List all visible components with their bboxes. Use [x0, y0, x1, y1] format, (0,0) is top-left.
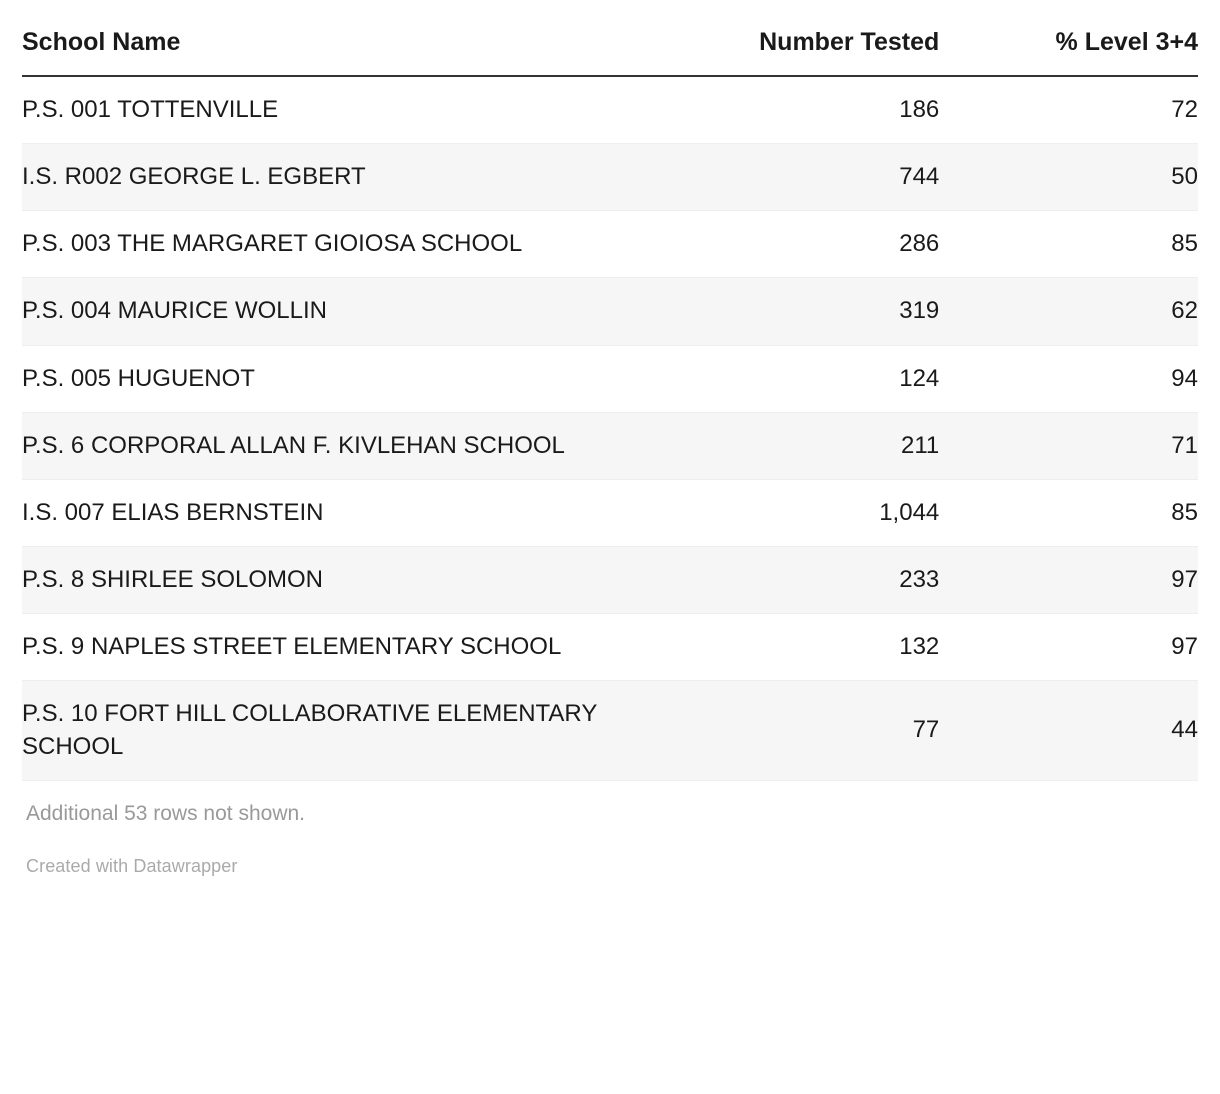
cell-number-tested: 211	[634, 412, 940, 479]
cell-level-3-4: 97	[939, 547, 1198, 614]
cell-school-name: P.S. 003 THE MARGARET GIOIOSA SCHOOL	[22, 211, 634, 278]
cell-level-3-4: 97	[939, 614, 1198, 681]
cell-level-3-4: 94	[939, 345, 1198, 412]
table-row	[22, 547, 1198, 614]
table-row	[22, 479, 1198, 546]
cell-number-tested: 1,044	[634, 479, 940, 546]
cell-school-name: P.S. 001 TOTTENVILLE	[22, 76, 634, 144]
school-results-table	[22, 0, 1198, 781]
table-body	[22, 76, 1198, 780]
table-row	[22, 278, 1198, 345]
column-header-level-3-4[interactable]: % Level 3+4	[939, 0, 1198, 76]
table-row	[22, 144, 1198, 211]
cell-school-name: I.S. 007 ELIAS BERNSTEIN	[22, 479, 634, 546]
cell-school-name: P.S. 004 MAURICE WOLLIN	[22, 278, 634, 345]
cell-number-tested: 233	[634, 547, 940, 614]
cell-number-tested: 124	[634, 345, 940, 412]
table-row	[22, 412, 1198, 479]
cell-number-tested: 319	[634, 278, 940, 345]
cell-school-name: I.S. R002 GEORGE L. EGBERT	[22, 144, 634, 211]
table-row	[22, 345, 1198, 412]
table-row	[22, 614, 1198, 681]
column-header-number-tested[interactable]: Number Tested	[634, 0, 940, 76]
cell-number-tested: 132	[634, 614, 940, 681]
table-row	[22, 211, 1198, 278]
datawrapper-credit[interactable]: Created with Datawrapper	[26, 855, 238, 876]
cell-level-3-4: 85	[939, 211, 1198, 278]
cell-school-name: P.S. 10 FORT HILL COLLABORATIVE ELEMENTARY SCHOOL	[22, 681, 634, 780]
cell-school-name: P.S. 6 CORPORAL ALLAN F. KIVLEHAN SCHOOL	[22, 412, 634, 479]
table-row	[22, 681, 1198, 780]
cell-number-tested: 77	[634, 681, 940, 780]
cell-level-3-4: 72	[939, 76, 1198, 144]
cell-school-name: P.S. 005 HUGUENOT	[22, 345, 634, 412]
cell-level-3-4: 50	[939, 144, 1198, 211]
column-header-school-name[interactable]: School Name	[22, 0, 634, 76]
additional-rows-note: Additional 53 rows not shown.	[26, 801, 305, 825]
cell-level-3-4: 44	[939, 681, 1198, 780]
cell-level-3-4: 62	[939, 278, 1198, 345]
cell-school-name: P.S. 8 SHIRLEE SOLOMON	[22, 547, 634, 614]
cell-level-3-4: 85	[939, 479, 1198, 546]
cell-school-name: P.S. 9 NAPLES STREET ELEMENTARY SCHOOL	[22, 614, 634, 681]
table-header-row	[22, 0, 1198, 76]
cell-number-tested: 286	[634, 211, 940, 278]
cell-level-3-4: 71	[939, 412, 1198, 479]
cell-number-tested: 744	[634, 144, 940, 211]
cell-number-tested: 186	[634, 76, 940, 144]
table-header	[22, 0, 1198, 76]
table-row	[22, 76, 1198, 144]
